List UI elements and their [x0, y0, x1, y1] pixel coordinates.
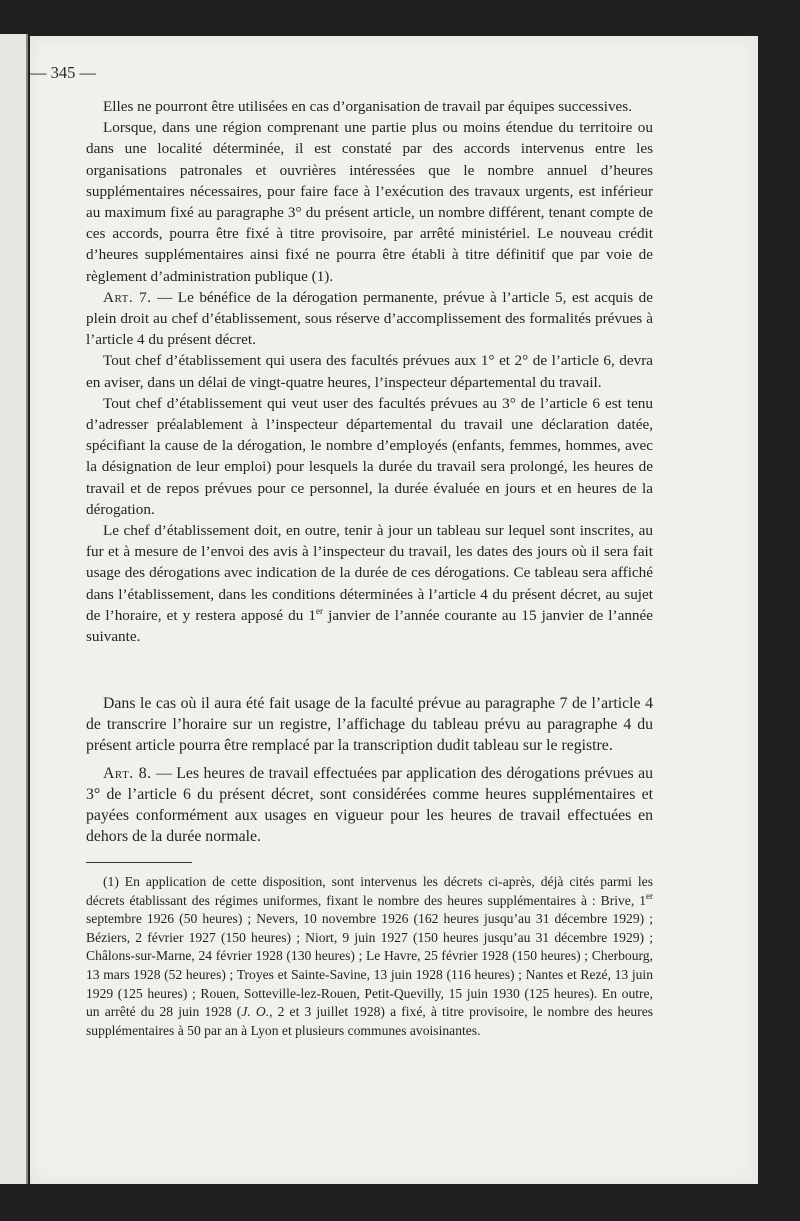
footnote-separator [86, 862, 192, 863]
footnote-part-a: (1) En application de cette disposition, sont intervenus les décrets ci-après, déjà cités parmi les décrets établissant des régimes uniformes, fixant le nombre des heures supplémentaires à : Brive, 1 [86, 874, 653, 908]
article-7-paragraph [86, 287, 653, 351]
paragraph-6 [86, 520, 653, 647]
paragraph-1: Elles ne pourront être utilisées en cas d’organisation de travail par équipes successives. [103, 98, 633, 115]
footnote-superscript: er [646, 890, 653, 901]
article-8-label: Art. 8. [103, 764, 152, 782]
main-text-block-2 [86, 693, 653, 847]
paragraph-6-part-a: Le chef d’établissement doit, en outre, tenir à jour un tableau sur lequel sont inscrites, au fur et à mesure de l’envoi des avis à l’inspecteur du travail, les dates des jours où il sera fait usage des dérogations avec indication de la durée de ces dérogations. Ce tableau sera affiché dans l’établissement, dans les conditions déterminées à l’article 4 du présent décret, au sujet de l’horaire, et y restera apposé du 1 [86, 522, 653, 624]
paragraph-5: Tout chef d’établissement qui veut user des facultés prévues au 3° de l’article 6 est tenu d’adresser préalablement à l’inspecteur départemental du travail une déclaration datée, spécifiant la cause de la dérogation, le nombre d’employés (enfants, femmes, hommes, avec la désignation de leur emploi) pour lesquels la durée du travail sera prolongé, les heures de travail et de repos prévues pour ce personnel, la durée évaluée en jours et en heures de la dérogation. [86, 394, 653, 518]
footnote-part-c: , 2 et 3 juillet 1928) a fixé, à titre provisoire, le nombre des heures supplémentaires à 50 par an à Lyon et plusieurs communes avoisinantes. [86, 1004, 654, 1038]
footnote [86, 873, 653, 1040]
paragraph-6-superscript: er [316, 605, 324, 616]
page-number: — 345 — [30, 63, 96, 82]
paragraph-7: Dans le cas où il aura été fait usage de la faculté prévue au paragraphe 7 de l’article 4 de transcrire l’horaire sur un registre, l’affichage du tableau prévu au paragraphe 4 du présent article pourra être remplacé par la transcription dudit tableau sur le registre. [86, 695, 653, 755]
article-7-text: — Le bénéfice de la dérogation permanente, prévue à l’article 5, est acquis de plein droit au chef d’établissement, sous réserve d’accomplissement des formalités prévues à l’article 4 du présent décret. [86, 288, 653, 349]
paragraph-2: Lorsque, dans une région comprenant une partie plus ou moins étendue du territoire ou dans une localité déterminée, il est constaté par des accords intervenus entre les organisations patronales et ouvrières intéressées que le nombre annuel d’heures supplémentaires nécessaires, pour faire face à l’exécution des travaux urgents, est inférieur au maximum fixé au paragraphe 3° du présent article, un nombre différent, tenant compte de ces accords, pourra être fixé à titre provisoire, par arrêté ministériel. Le nouveau crédit d’heures supplémentaires ainsi fixé ne pourra être établi à titre définitif que par voie de règlement d’administration publique (1). [86, 119, 653, 285]
footnote-journal-abbrev: J. O. [241, 1004, 270, 1020]
article-7-label: Art. 7. [103, 288, 152, 306]
main-text-block-1 [86, 96, 653, 647]
article-8-paragraph [86, 763, 653, 848]
paragraph-6-part-b: janvier de l’année courante au 15 janvier de l’année suivante. [86, 606, 653, 646]
previous-page-edge [0, 34, 28, 1184]
article-8-text: — Les heures de travail effectuées par application des dérogations prévues au 3° de l’article 6 du présent décret, sont considérées comme heures supplémentaires et payées conformément aux usages en vigueur pour les heures de travail effectuées en dehors de la durée normale. [86, 764, 653, 846]
footnote-part-b: septembre 1926 (50 heures) ; Nevers, 10 novembre 1926 (162 heures jusqu’au 31 décembre 1929) ; Béziers, 2 février 1927 (150 heures) ; Niort, 9 juin 1927 (150 heures jusqu’au 31 décembre 1929) ; Châlons-sur-Marne, 24 février 1928 (130 heures) ; Le Havre, 25 février 1928 (150 heures) ; Cherbourg, 13 mars 1928 (52 heures) ; Troyes et Sainte-Savine, 13 juin 1928 (116 heures) ; Nantes et Rezé, 13 juin 1929 (125 heures) ; Rouen, Sotteville-lez-Rouen, Petit-Quevilly, 15 juin 1930 (125 heures). En outre, un arrêté du 28 juin 1928 ( [86, 911, 653, 1020]
paragraph-4: Tout chef d’établissement qui usera des facultés prévues aux 1° et 2° de l’article 6, devra en aviser, dans un délai de vingt-quatre heures, l’inspecteur départemental du travail. [86, 352, 653, 391]
footnote-1 [86, 873, 653, 1040]
